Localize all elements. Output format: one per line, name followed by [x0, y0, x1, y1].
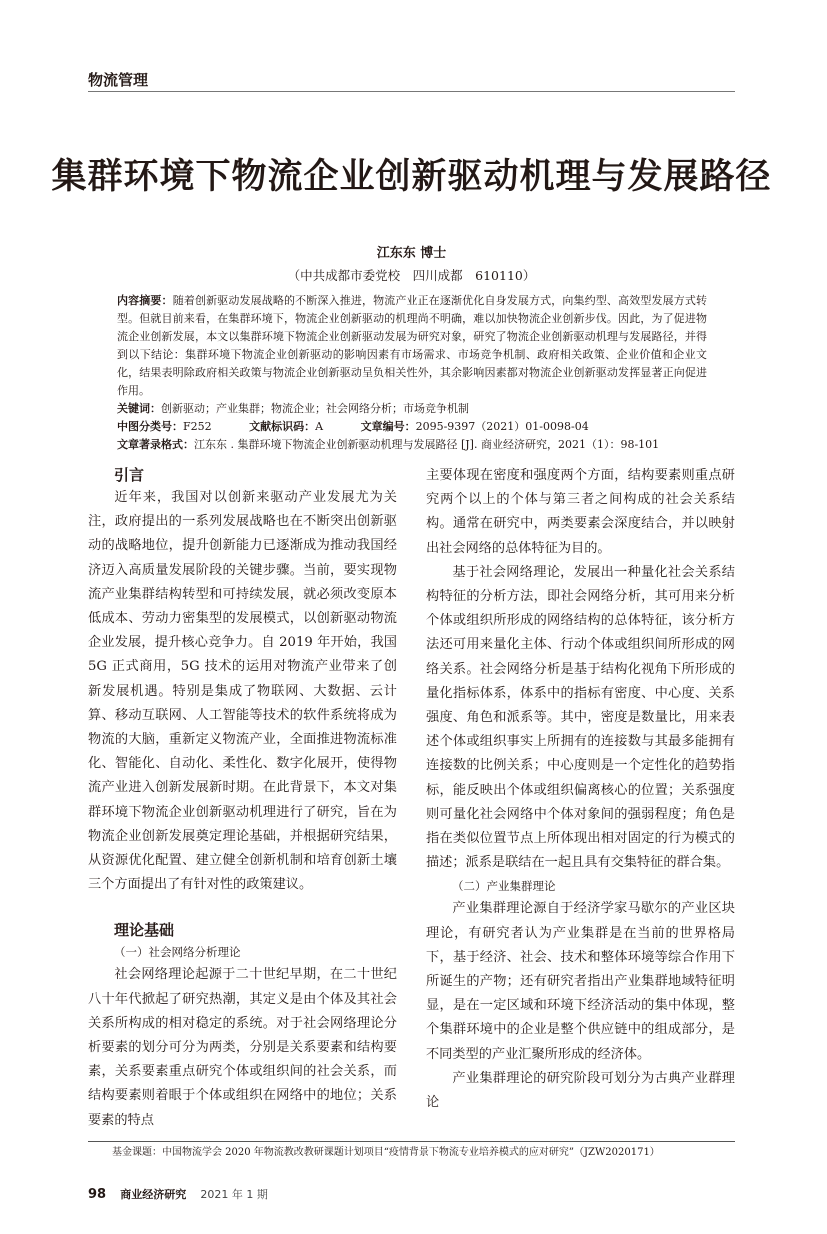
paragraph: 社会网络理论起源于二十世纪早期，在二十世纪八十年代掀起了研究热潮，其定义是由个体及其社会关系所构成的相对稳定的系统。对于社会网络理论分析要素的划分可分为两类，分别是关系要素和结构要素，关系要素重点研究个体或组织间的社会关系，而结构要素则着眼于个体或组织在网络中的地位；关系要素的特点 [88, 967, 397, 1128]
clc-label: 中图分类号： [117, 420, 183, 433]
heading-theory: 理论基础 [114, 921, 175, 940]
body-columns [88, 464, 735, 1133]
subheading-cluster: （二）产业集群理论 [452, 879, 556, 894]
paper-title: 集群环境下物流企业创新驱动机理与发展路径 [51, 157, 772, 197]
article-no-label: 文章编号： [360, 420, 416, 433]
citation-text: 江东东 . 集群环境下物流企业创新驱动机理与发展路径 [J]. 商业经济研究，2021（1）：98-101 [194, 438, 660, 451]
footnote-rule [88, 1141, 735, 1142]
header-rule [88, 91, 735, 92]
paragraph: 近年来，我国对以创新来驱动产业发展尤为关注，政府提出的一系列发展战略也在不断突出创新驱动的战略地位，提升创新能力已逐渐成为推动我国经济迈入高质量发展阶段的关键步骤。当前，要实现物流产业集群结构转型和可持续发展，就必须改变原本低成本、劳动力密集型的发展模式，以创新驱动物流企业发展，提升核心竞争力。自 2019 年开始，我国 5G 正式商用，5G 技术的运用对物流产业带来了创新发展机遇。特别是集成了物联网、大数据、云计算、移动互联网、人工智能等技术的软件系统将成为物流的大脑，重新定义物流产业，全面推进物流标准化、智能化、自动化、柔性化、数字化展开，使得物流产业进入创新发展新时期。在此背景下，本文对集群环境下物流企业创新驱动机理进行了研究，旨在为物流企业创新发展奠定理论基础，并根据研究结果，从资源优化配置、建立健全创新机制和培育创新土壤三个方面提出了有针对性的政策建议。 [88, 490, 397, 893]
heading-intro: 引言 [114, 466, 145, 484]
right-column [426, 464, 735, 1133]
paragraph: 主要体现在密度和强度两个方面，结构要素则重点研究两个以上的个体与第三者之间构成的社会关系结构。通常在研究中，两类要素会深度结合，并以映射出社会网络的总体特征为目的。 [426, 468, 735, 556]
paragraph: 产业集群理论的研究阶段可划分为古典产业群理论 [426, 1070, 735, 1111]
keywords [117, 400, 707, 418]
paragraph: 基于社会网络理论，发展出一种量化社会关系结构特征的分析方法，即社会网络分析，其可用来分析个体或组织所形成的网络结构的总体特征，该分析方法还可用来量化主体、行动个体或组织间所形成的网络关系。社会网络分析是基于结构化视角下所形成的量化指标体系，体系中的指标有密度、中心度、关系强度、角色和派系等。其中，密度是数量比，用来表述个体或组织事实上所拥有的连接数与其最多能拥有连接数的比例关系；中心度则是一个定性化的趋势指标，能反映出个体或组织偏离核心的位置；关系强度则可量化社会网络中个体对象间的强弱程度；角色是指在类似位置节点上所体现出相对固定的行为模式的描述；派系是联结在一起且具有交集特征的群合集。 [426, 564, 735, 871]
paragraph: 产业集群理论源自于经济学家马歇尔的产业区块理论，有研究者认为产业集群是在当前的世界格局下，基于经济、社会、技术和整体环境等综合作用下所诞生的产物；还有研究者指出产业集群地域特征明显，是在一定区域和环境下经济活动的集中体现，整个集群环境中的企业是整个供应链中的组成部分，是不同类型的产业汇聚所形成的经济体。 [426, 901, 735, 1062]
abstract [117, 292, 707, 400]
abstract-text: 随着创新驱动发展战略的不断深入推进，物流产业正在逐渐优化自身发展方式，向集约型、高效型发展方式转型。但就目前来看，在集群环境下，物流企业创新驱动的机理尚不明确，难以加快物流企业创新步伐。因此，为了促进物流企业创新发展，本文以集群环境下物流企业创新驱动发展为研究对象，研究了物流企业创新驱动机理与发展路径，并得到以下结论：集群环境下物流企业创新驱动的影响因素有市场需求、市场竞争机制、政府相关政策、企业价值和企业文化，结果表明除政府相关政策与物流企业创新驱动呈负相关性外，其余影响因素都对物流企业创新驱动发挥显著正向促进作用。 [117, 294, 708, 397]
subheading-sna: （一）社会网络分析理论 [114, 945, 241, 960]
abstract-label: 内容摘要： [117, 294, 173, 307]
footnote: 基金课题：中国物流学会 2020 年物流教改教研课题计划项目“疫情背景下物流专业培养模式的应对研究”（JZW2020171） [112, 1146, 660, 1158]
classification-row [117, 418, 707, 436]
article-no-value: 2095-9397（2021）01-0098-04 [415, 420, 589, 433]
citation-label: 文章著录格式： [117, 438, 194, 451]
doc-code-label: 文献标识码： [249, 420, 316, 433]
keywords-label: 关键词： [117, 402, 161, 415]
page-number: 98 [88, 1186, 107, 1202]
doc-code-value: A [315, 420, 324, 433]
citation [117, 436, 707, 454]
page-footer [88, 1186, 735, 1204]
affiliation: （中共成都市委党校 四川成都 610110） [287, 268, 536, 283]
section-label: 物流管理 [88, 71, 149, 89]
journal-name: 商业经济研究 [120, 1187, 187, 1201]
keywords-text: 创新驱动；产业集群；物流企业；社会网络分析；市场竞争机制 [161, 402, 469, 415]
left-column [88, 464, 397, 1133]
issue: 2021 年 1 期 [200, 1187, 268, 1201]
clc-value: F252 [183, 420, 212, 433]
abstract-block [117, 292, 707, 454]
author: 江东东 博士 [376, 246, 447, 261]
